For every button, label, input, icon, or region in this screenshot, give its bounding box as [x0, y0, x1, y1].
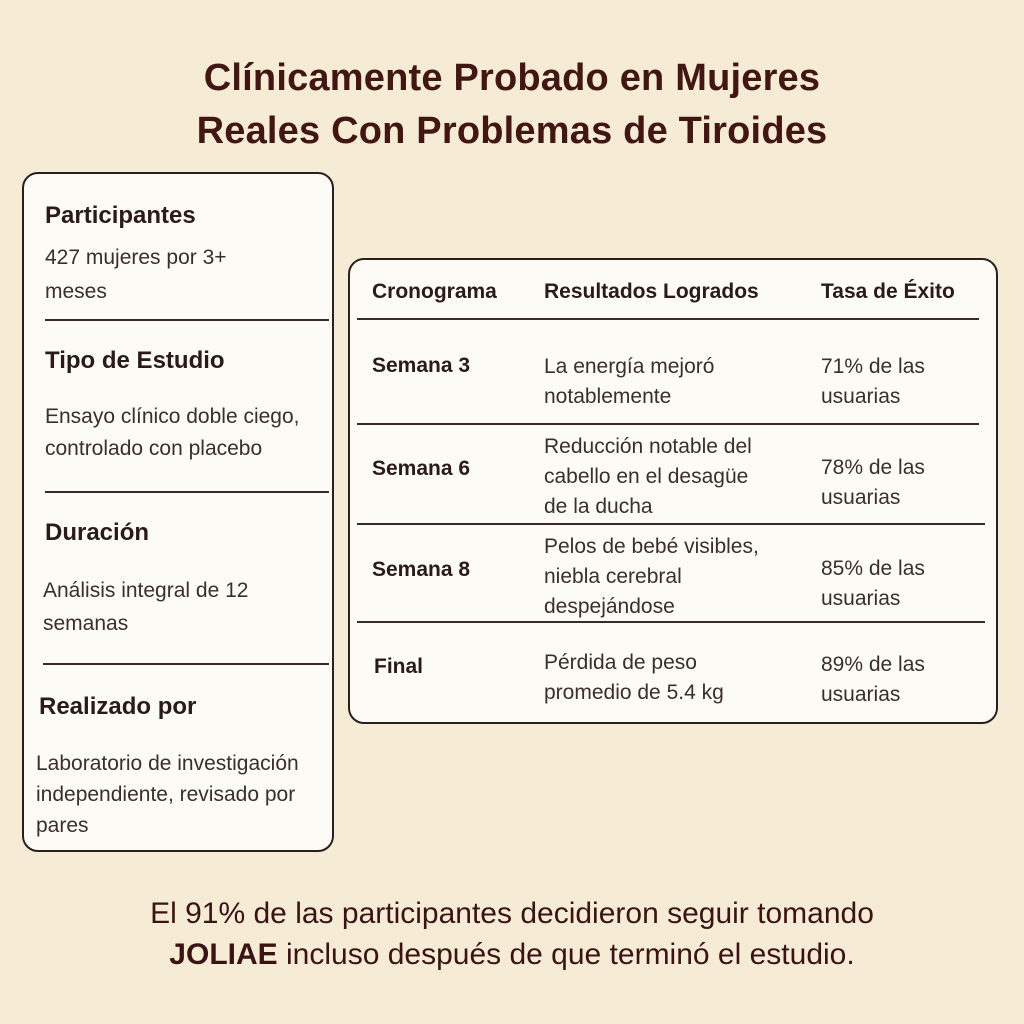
result-line: La energía mejoró: [544, 355, 715, 378]
row-week-3-result: [544, 352, 804, 412]
footer-line-2: [0, 934, 1024, 975]
study-type-value-line-2: controlado con placebo: [45, 437, 263, 460]
duration-label: Duración: [45, 519, 150, 546]
row-week-6-timeline: Semana 6: [372, 457, 471, 480]
result-line: cabello en el desagüe: [544, 465, 749, 488]
divider: [43, 663, 329, 665]
row-week-3-rate: [821, 352, 981, 412]
headline: [0, 52, 1024, 158]
header-results: Resultados Logrados: [544, 280, 759, 303]
rate-line: usuarias: [821, 683, 901, 706]
study-info-card: [22, 172, 334, 852]
brand-name: JOLIAE: [169, 938, 278, 971]
participants-value-line-2: meses: [45, 280, 107, 303]
headline-line-1: Clínicamente Probado en Mujeres: [203, 57, 821, 99]
rate-line: usuarias: [821, 486, 901, 509]
participants-label: Participantes: [45, 202, 196, 229]
row-week-6-result: [544, 432, 804, 522]
row-final-rate: [821, 650, 981, 710]
row-final-timeline: Final: [374, 655, 424, 678]
row-final-result: [544, 648, 804, 708]
rate-line: 78% de las: [821, 456, 925, 479]
result-line: promedio de 5.4 kg: [544, 681, 724, 704]
rate-line: usuarias: [821, 587, 901, 610]
row-week-8-rate: [821, 554, 981, 614]
conducted-by-label: Realizado por: [39, 693, 197, 720]
row-week-8-result: [544, 532, 804, 622]
footer-line-2-text: incluso después de que terminó el estudio.: [277, 938, 855, 971]
header-divider: [357, 318, 979, 320]
study-type-label: Tipo de Estudio: [45, 347, 225, 374]
conducted-by-value-line-2: independiente, revisado por: [36, 783, 296, 806]
rate-line: usuarias: [821, 385, 901, 408]
rate-line: 71% de las: [821, 355, 925, 378]
row-divider: [357, 621, 985, 623]
row-week-3-timeline: Semana 3: [372, 354, 471, 377]
result-line: Reducción notable del: [544, 435, 752, 458]
row-divider: [357, 523, 985, 525]
conducted-by-value-line-1: Laboratorio de investigación: [36, 752, 299, 775]
row-divider: [357, 423, 979, 425]
result-line: de la ducha: [544, 495, 653, 518]
header-success-rate: Tasa de Éxito: [821, 280, 955, 303]
row-week-6-rate: [821, 453, 981, 513]
footer-line-1: El 91% de las participantes decidieron seguir tomando: [150, 897, 874, 930]
headline-line-2: Reales Con Problemas de Tiroides: [196, 110, 828, 152]
participants-value-line-1: 427 mujeres por 3+: [45, 246, 227, 269]
conducted-by-value-line-3: pares: [36, 814, 89, 837]
rate-line: 89% de las: [821, 653, 925, 676]
results-table: [348, 258, 998, 724]
duration-value-line-2: semanas: [43, 612, 129, 635]
result-line: Pérdida de peso: [544, 651, 697, 674]
result-line: notablemente: [544, 385, 672, 408]
divider: [45, 319, 329, 321]
result-line: despejándose: [544, 595, 675, 618]
row-week-8-timeline: Semana 8: [372, 558, 471, 581]
header-timeline: Cronograma: [372, 280, 497, 303]
footer-statement: [0, 893, 1024, 975]
rate-line: 85% de las: [821, 557, 925, 580]
divider: [45, 491, 329, 493]
result-line: niebla cerebral: [544, 565, 682, 588]
result-line: Pelos de bebé visibles,: [544, 535, 759, 558]
study-type-value-line-1: Ensayo clínico doble ciego,: [45, 405, 300, 428]
duration-value-line-1: Análisis integral de 12: [43, 579, 249, 602]
